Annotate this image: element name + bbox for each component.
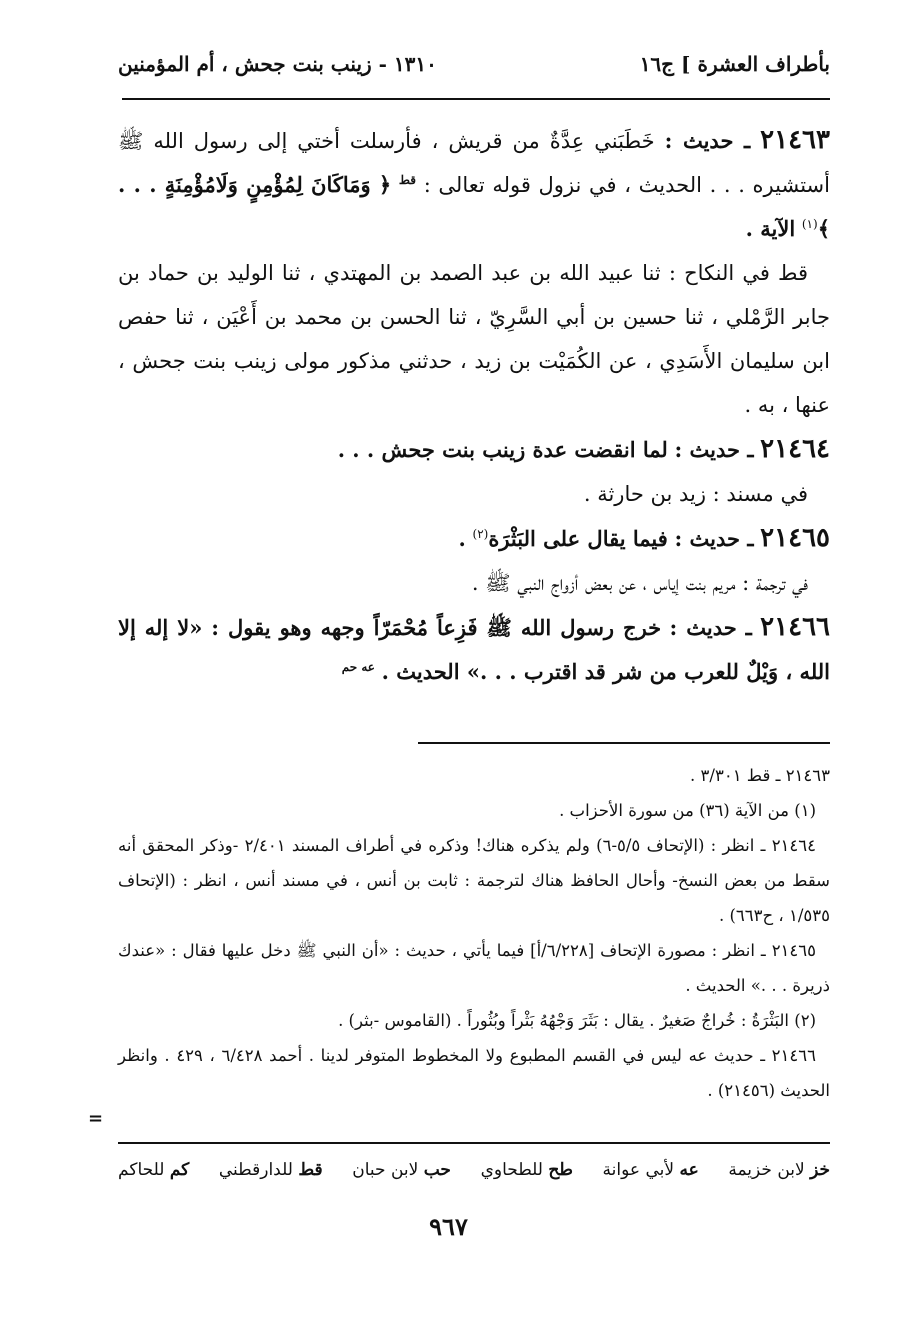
abbreviation-item: حب لابن حبان	[352, 1160, 451, 1180]
abbreviation-item: كم للحاكم	[118, 1160, 190, 1180]
footnote: (١) من الآية (٣٦) من سورة الأحزاب .	[559, 801, 816, 820]
page-number: ٩٦٧	[429, 1212, 468, 1241]
hadith-heading: ـ حديث :	[664, 128, 751, 153]
running-header	[118, 52, 830, 92]
abbreviation-item: عه لأبي عوانة	[602, 1160, 699, 1180]
hadith-heading: ـ حديث :	[669, 615, 752, 640]
hadith-heading: ـ حديث :	[674, 526, 754, 551]
footnote-ref: (١)	[801, 217, 818, 231]
abbreviations-legend	[118, 1160, 830, 1180]
hadith-source: في ترجمة : مريم بنت إياس ، عن بعض أزواج النبي ﷺ .	[471, 571, 808, 595]
source-marker: قط	[398, 173, 417, 187]
hadith-tail: .	[458, 526, 466, 551]
hadith-heading: ـ حديث :	[674, 437, 754, 462]
hadith-source: قط في النكاح : ثنا عبيد الله بن عبد الصمد بن المهتدي ، ثنا الوليد بن حماد بن جابر الرَّمْلي ، ثنا حسين بن أبي السَّرِيّ ، ثنا الحسن بن محمد بن أَعْيَن ، ثنا حفص ابن سليمان الأَسَدِي ، عن الكُمَيْت بن زيد ، حدثني مذكور مولى زينب بنت جحش ، عنها ، به .	[118, 261, 830, 417]
hadith-number: ٢١٤٦٤	[760, 434, 830, 464]
hadith-text: خرج رسول الله ﷺ فَزِعاً مُحْمَرّاً وجهه وهو يقول : «لا إله إلا الله ، وَيْلٌ للعرب من شر قد اقترب . . .» الحديث .	[118, 615, 830, 684]
quran-verse: ﴿ وَمَاكَانَ لِمُؤْمِنٍ وَلَامُؤْمِنَةٍ . . . ﴾	[118, 172, 830, 241]
footnote: ٢١٤٦٣ ـ قط ٣/٣٠١ .	[690, 766, 830, 785]
source-marker: عه حم	[341, 660, 375, 674]
footnote: ٢١٤٦٦ ـ حديث عه ليس في القسم المطبوع ولا المخطوط المتوفر لدينا . أحمد ٦/٤٢٨ ، ٤٢٩ . وانظر الحديث (٢١٤٥٦) .	[118, 1046, 830, 1100]
abbreviation-item: خز لابن خزيمة	[728, 1160, 830, 1180]
hadith-text: خَطَبَني عِدَّةٌ من قريش ، فأرسلت أختي إلى رسول الله ﷺ أستشيره . . . الحديث ، في نزول قوله تعالى :	[118, 129, 830, 197]
main-text	[118, 118, 830, 694]
hadith-number: ٢١٤٦٣	[760, 125, 830, 155]
footnote-rule	[418, 742, 830, 744]
hadith-number: ٢١٤٦٦	[760, 612, 830, 642]
hadith-entry-21466	[118, 605, 830, 694]
footnote: (٢) البَثْرَةُ : خُراجٌ صَغيرٌ . يقال : بَثَرَ وَجْهُهُ بَثْراً وبُثُوراً . (القاموس -بثر) .	[338, 1011, 816, 1030]
header-book-volume: بأطراف العشرة ] ج١٦	[639, 52, 830, 76]
hadith-number: ٢١٤٦٥	[760, 523, 830, 553]
header-chapter-title: ١٣١٠ - زينب بنت جحش ، أم المؤمنين	[118, 52, 437, 76]
footer-rule	[118, 1142, 830, 1144]
footnote: ٢١٤٦٤ ـ انظر : (الإتحاف ٥/٥-٦) ولم يذكره هناك! وذكره في أطراف المسند ٢/٤٠١ -وذكر المحقق أنه سقط من بعض النسخ- وأحال الحافظ هناك لترجمة : ثابت بن أنس ، في مسند أنس ، انظر : (الإتحاف ١/٥٣٥ ، ح٦٦٣) .	[118, 836, 830, 925]
header-rule	[122, 98, 830, 100]
verse-tail: الآية .	[745, 216, 796, 241]
hadith-entry-21463	[118, 118, 830, 251]
continuation-mark: =	[88, 1108, 104, 1129]
abbreviation-item: قط للدارقطني	[218, 1160, 323, 1180]
hadith-entry-21464	[118, 427, 830, 472]
footnote-ref: (٢)	[472, 527, 489, 541]
footnote: ٢١٤٦٥ ـ انظر : مصورة الإتحاف [٦/٢٢٨/أ] فيما يأتي ، حديث : «أن النبي ﷺ دخل عليها فقال : «عندك ذريرة . . .» الحديث .	[118, 941, 830, 995]
hadith-text: لما انقضت عدة زينب بنت جحش . . .	[337, 437, 668, 462]
abbreviation-item: طح للطحاوي	[480, 1160, 573, 1180]
hadith-entry-21465	[118, 516, 830, 561]
hadith-source: في مسند : زيد بن حارثة .	[583, 482, 808, 506]
hadith-text: فيما يقال على البَثْرَة	[488, 526, 668, 551]
footnotes	[118, 758, 830, 1108]
